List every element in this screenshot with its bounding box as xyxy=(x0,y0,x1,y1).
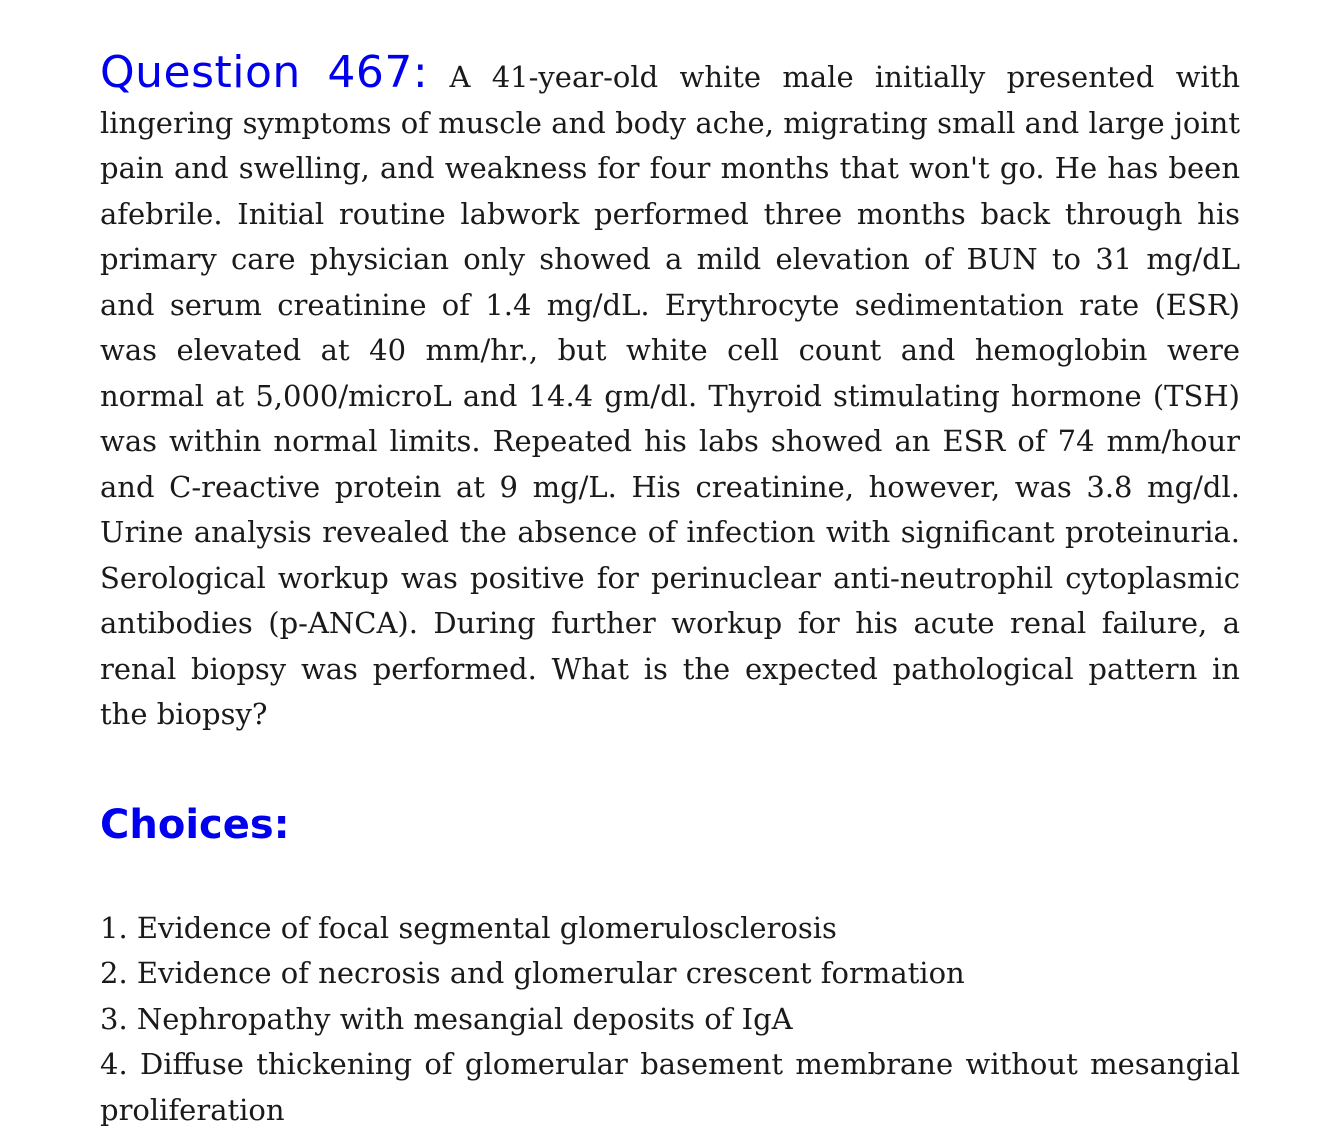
choice-list xyxy=(100,906,1240,1133)
question-paragraph xyxy=(100,50,1240,738)
question-page xyxy=(100,50,1240,1133)
choices-heading: Choices: xyxy=(100,800,1240,850)
choice-item-2[interactable]: 2. Evidence of necrosis and glomerular crescent formation xyxy=(100,951,1240,997)
choice-item-1[interactable]: 1. Evidence of focal segmental glomerulosclerosis xyxy=(100,906,1240,952)
choice-item-4[interactable]: 4. Diffuse thickening of glomerular basement membrane without mesangial proliferation xyxy=(100,1042,1240,1133)
question-text: A 41-year-old white male initially presented with lingering symptoms of muscle and body ache, migrating small and large joint pain and swelling, and weakness for four months that won't go. He has been afebrile. Initial routine labwork performed three months back through his primary care physician only showed a mild elevation of BUN to 31 mg/dL and serum creatinine of 1.4 mg/dL. Erythrocyte sedimentation rate (ESR) was elevated at 40 mm/​hr., but white cell count and hemoglobin were normal at 5,000/microL and 14.4 gm/dl. Thyroid stimulating hormone (TSH) was within normal limits. Repeated his labs showed an ESR of 74 mm/hour and C-reactive protein at 9 mg/L. His creatinine, however, was 3.8 mg/dl. Urine analysis revealed the absence of infection with significant proteinuria. Serological workup was positive for perinuclear anti-neutrophil cytoplasmic antibodies (p-ANCA). During further workup for his acute renal failure, a renal biopsy was performed. What is the expected pathological pattern in the biopsy? xyxy=(100,60,1240,731)
question-label: Question 467: xyxy=(100,47,428,98)
choice-item-3[interactable]: 3. Nephropathy with mesangial deposits of IgA xyxy=(100,997,1240,1043)
